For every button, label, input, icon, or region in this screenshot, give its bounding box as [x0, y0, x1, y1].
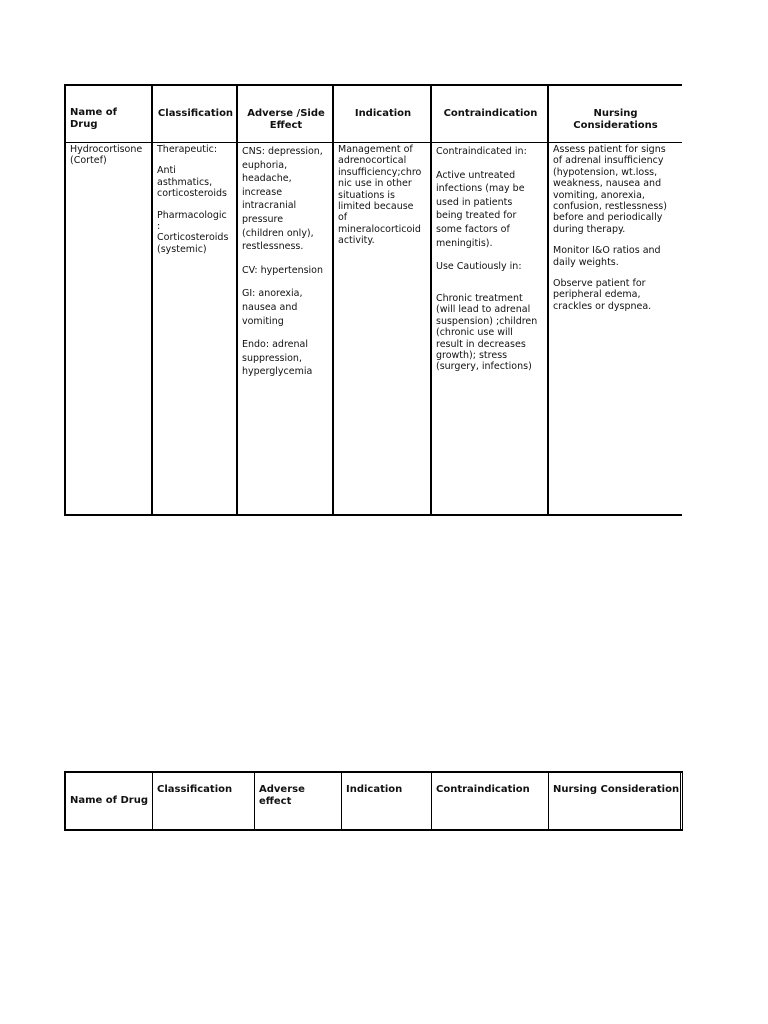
header-nursing-considerations: Nursing Considerations [573, 108, 658, 131]
header-indication: Indication [354, 108, 412, 119]
header-nursing-consideration: Nursing Consideration [553, 784, 680, 795]
header-adverse-effect: Adverse effect [259, 784, 305, 807]
contraindication-line: Contraindicated in: [436, 146, 527, 157]
cell-drug-name [70, 144, 152, 177]
drug-table [64, 84, 682, 516]
nursing-line: Monitor I&O ratios and daily weights. [553, 245, 661, 268]
header-contraindication: Contraindication [436, 784, 530, 795]
nursing-line: Observe patient for peripheral edema, crackles or dyspnea. [553, 278, 652, 312]
header-adverse-effect: Adverse /Side Effect [247, 108, 325, 131]
contraindication-line: Chronic treatment (will lead to adrenal suspension) ;children (chronic use will result in decreases growth); stress (surgery, infections) [436, 293, 538, 373]
header-contraindication: Contraindication [443, 108, 538, 119]
adverse-line: GI: anorexia, nausea and vomiting [242, 288, 303, 327]
nursing-line: Assess patient for signs of adrenal insufficiency (hypotension, wt.loss, weakness, nausea and vomiting, anorexia, confusion, restlessness) before and periodically during therapy. [553, 144, 667, 235]
cell-nursing-considerations [553, 144, 682, 322]
cell-contraindication [436, 145, 548, 284]
contraindication-line: Active untreated infections (may be used in patients being treated for some factors of meningitis). [436, 169, 525, 249]
drug-name-text: Hydrocortisone (Cortef) [70, 144, 143, 167]
header-name-of-drug: Name of Drug [70, 107, 118, 130]
header-classification: Classification [157, 108, 234, 119]
header-indication: Indication [346, 784, 403, 795]
column-nursing [549, 773, 681, 829]
cell-indication [338, 144, 432, 257]
cell-classification [157, 144, 237, 265]
adverse-line: CV: hypertension [242, 264, 324, 276]
header-classification: Classification [157, 784, 233, 795]
adverse-line: Endo: adrenal suppression, hyperglycemia [242, 339, 313, 378]
classification-line: Pharmacologic : Corticosteroids (systemic) [157, 209, 229, 255]
classification-line: Therapeutic: [157, 144, 218, 155]
indication-text: Management of adrenocortical insufficiency;chro nic use in other situations is limited because of mineralocorticoid activity. [338, 144, 422, 247]
empty-drug-table [64, 771, 683, 831]
column-classification [153, 773, 255, 829]
cell-contraindication-cautious [436, 293, 548, 383]
column-contraindication [432, 773, 549, 829]
cell-adverse-effects [242, 145, 332, 389]
adverse-line: CNS: depression, euphoria, headache, increase intracranial pressure (children only), restlessness. [242, 146, 323, 253]
column-indication [342, 773, 432, 829]
header-name-of-drug: Name of Drug [70, 795, 149, 806]
contraindication-line: Use Cautiously in: [436, 261, 522, 273]
classification-line: Anti asthmatics, corticosteroids [157, 165, 227, 200]
